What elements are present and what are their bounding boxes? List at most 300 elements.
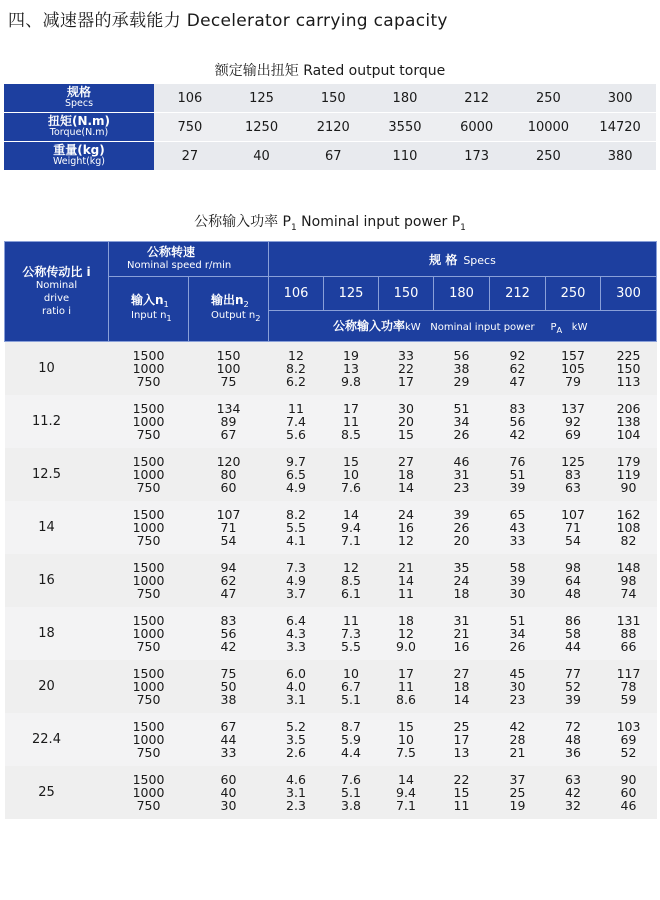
cell-value: 88 xyxy=(620,626,637,641)
cell-value: 21 xyxy=(398,560,414,575)
cell-value: 5.6 xyxy=(286,427,306,442)
ratio-header xyxy=(5,242,109,342)
cell-value: 148 xyxy=(616,560,641,575)
cell-value: 107 xyxy=(561,507,585,522)
ratio-header-en: ratio i xyxy=(41,305,71,317)
output-speed-cell xyxy=(189,342,269,396)
power-cell xyxy=(546,766,601,819)
power-cell xyxy=(434,766,490,819)
cell-value: 1500 xyxy=(132,348,165,363)
specs-header-zh: 规 格 xyxy=(429,252,458,267)
cell-value: 44 xyxy=(565,639,581,654)
cell-value: 45 xyxy=(509,666,526,681)
power-cell xyxy=(379,766,434,819)
power-cell xyxy=(324,766,379,819)
table-cell: 67 xyxy=(297,142,369,171)
power-cell xyxy=(269,448,324,501)
cell-value: 11 xyxy=(398,586,414,601)
speed-header xyxy=(109,242,269,277)
power-cell xyxy=(546,342,601,396)
power-cell xyxy=(269,395,324,448)
cell-value: 47 xyxy=(509,374,526,389)
cell-value: 6.0 xyxy=(286,666,306,681)
caption-prefix: 公称输入功率 P xyxy=(194,214,291,230)
cell-value: 1500 xyxy=(132,560,165,575)
cell-value: 3.8 xyxy=(341,798,361,813)
rated-torque-caption: 额定输出扭矩 Rated output torque xyxy=(214,63,446,79)
power-cell xyxy=(379,660,434,713)
power-cell xyxy=(601,660,657,713)
cell-value: 48 xyxy=(565,586,581,601)
cell-value: 5.5 xyxy=(286,520,306,535)
cell-value: 59 xyxy=(620,692,637,707)
caption-mid: Nominal input power P xyxy=(296,214,461,230)
cell-value: 17 xyxy=(398,666,414,681)
cell-value: 120 xyxy=(216,454,241,469)
cell-value: 16 xyxy=(453,639,470,654)
cell-value: 14 xyxy=(398,573,414,588)
power-cell xyxy=(601,448,657,501)
cell-value: 13 xyxy=(343,361,359,376)
output-speed-cell xyxy=(189,607,269,660)
cell-value: 10 xyxy=(398,732,414,747)
speed-header-en: Nominal speed r/min xyxy=(127,260,232,271)
power-cell xyxy=(379,448,434,501)
input-speed-cell xyxy=(109,554,189,607)
table-row xyxy=(5,607,657,660)
cell-value: 22 xyxy=(398,361,414,376)
cell-value: 14 xyxy=(343,507,359,522)
cell-value: 1000 xyxy=(132,785,165,800)
cell-value: 69 xyxy=(620,732,637,747)
cell-value: 71 xyxy=(565,520,581,535)
cell-value: 19 xyxy=(343,348,359,363)
cell-value: 1500 xyxy=(132,401,165,416)
cell-value: 9.4 xyxy=(341,520,361,535)
power-cell xyxy=(269,501,324,554)
ratio-cell: 20 xyxy=(5,660,109,713)
cell-value: 104 xyxy=(616,427,641,442)
cell-value: 10 xyxy=(343,467,359,482)
cell-value: 67 xyxy=(220,427,237,442)
cell-value: 37 xyxy=(509,772,526,787)
table-cell: 250 xyxy=(513,84,585,113)
cell-value: 31 xyxy=(453,613,470,628)
row-header-zh: 重量(kg) xyxy=(53,143,105,157)
cell-value: 15 xyxy=(398,427,414,442)
cell-value: 30 xyxy=(398,401,414,416)
power-cell xyxy=(434,554,490,607)
cell-value: 63 xyxy=(565,772,581,787)
cell-value: 29 xyxy=(453,374,470,389)
table-row xyxy=(5,342,657,396)
cell-value: 113 xyxy=(616,374,641,389)
cell-value: 18 xyxy=(398,613,414,628)
cell-value: 12 xyxy=(398,626,414,641)
cell-value: 52 xyxy=(620,745,637,760)
power-cell xyxy=(379,554,434,607)
input-speed-cell xyxy=(109,766,189,819)
cell-value: 4.9 xyxy=(286,573,306,588)
cell-value: 2.3 xyxy=(286,798,306,813)
cell-value: 5.2 xyxy=(286,719,306,734)
power-cell xyxy=(490,713,546,766)
cell-value: 75 xyxy=(220,374,237,389)
cell-value: 100 xyxy=(216,361,241,376)
cell-value: 7.6 xyxy=(341,480,361,495)
cell-value: 32 xyxy=(565,798,581,813)
cell-value: 3.1 xyxy=(286,692,306,707)
cell-value: 90 xyxy=(620,772,637,787)
power-cell xyxy=(269,554,324,607)
power-cell xyxy=(434,713,490,766)
cell-value: 51 xyxy=(509,613,526,628)
ratio-cell: 10 xyxy=(5,342,109,396)
cell-value: 76 xyxy=(509,454,526,469)
table-row xyxy=(5,766,657,819)
input-speed-header xyxy=(109,277,189,342)
cell-value: 18 xyxy=(398,467,414,482)
power-cell xyxy=(324,395,379,448)
table-cell: 2120 xyxy=(297,113,369,142)
cell-value: 92 xyxy=(509,348,526,363)
output-speed-cell xyxy=(189,660,269,713)
cell-value: 157 xyxy=(561,348,585,363)
table-cell: 3550 xyxy=(369,113,441,142)
cell-value: 4.4 xyxy=(341,745,361,760)
power-cell xyxy=(601,766,657,819)
cell-value: 24 xyxy=(453,573,470,588)
cell-value: 56 xyxy=(220,626,237,641)
power-cell xyxy=(324,448,379,501)
output-header-zh: 输出n xyxy=(211,293,244,307)
cell-value: 1500 xyxy=(132,507,165,522)
cell-value: 31 xyxy=(453,467,470,482)
ratio-header-zh: 公称传动比 i xyxy=(22,264,91,279)
cell-value: 5.5 xyxy=(341,639,361,654)
power-cell xyxy=(601,607,657,660)
power-cell xyxy=(269,607,324,660)
output-speed-cell xyxy=(189,395,269,448)
power-cell xyxy=(490,660,546,713)
cell-value: 58 xyxy=(565,626,581,641)
caption-sub: 1 xyxy=(460,222,466,233)
cell-value: 11 xyxy=(398,679,414,694)
cell-value: 1000 xyxy=(132,626,165,641)
cell-value: 12 xyxy=(288,348,304,363)
cell-value: 750 xyxy=(136,374,161,389)
table-row xyxy=(5,554,657,607)
caption-sub: 1 xyxy=(291,222,297,233)
cell-value: 162 xyxy=(616,507,641,522)
cell-value: 20 xyxy=(453,533,470,548)
cell-value: 52 xyxy=(565,679,581,694)
cell-value: 25 xyxy=(453,719,470,734)
cell-value: 4.3 xyxy=(286,626,306,641)
specs-header-en: Specs xyxy=(463,253,496,267)
output-speed-header xyxy=(189,277,269,342)
page-title: 四、减速器的承载能力 Decelerator carrying capacity xyxy=(8,11,448,31)
table-cell: 14720 xyxy=(584,113,656,142)
cell-value: 225 xyxy=(616,348,641,363)
cell-value: 750 xyxy=(136,639,161,654)
ratio-cell: 16 xyxy=(5,554,109,607)
cell-value: 105 xyxy=(561,361,585,376)
power-cell xyxy=(434,342,490,396)
table-cell: 750 xyxy=(154,113,226,142)
cell-value: 108 xyxy=(616,520,641,535)
cell-value: 206 xyxy=(616,401,641,416)
cell-value: 1000 xyxy=(132,573,165,588)
row-header-zh: 扭矩(N.m) xyxy=(47,114,111,128)
table-row xyxy=(5,501,657,554)
cell-value: 7.3 xyxy=(286,560,306,575)
table-cell: 380 xyxy=(584,142,656,171)
power-cell xyxy=(601,395,657,448)
cell-value: 44 xyxy=(220,732,237,747)
cell-value: 26 xyxy=(453,427,470,442)
cell-value: 38 xyxy=(220,692,237,707)
cell-value: 54 xyxy=(220,533,237,548)
power-cell xyxy=(324,713,379,766)
input-power-table xyxy=(4,241,657,819)
cell-value: 750 xyxy=(136,427,161,442)
cell-value: 89 xyxy=(220,414,237,429)
table-cell: 110 xyxy=(369,142,441,171)
power-cell xyxy=(490,342,546,396)
cell-value: 6.4 xyxy=(286,613,306,628)
cell-value: 48 xyxy=(565,732,581,747)
table-cell: 173 xyxy=(441,142,513,171)
cell-value: 1000 xyxy=(132,679,165,694)
cell-value: 80 xyxy=(220,467,237,482)
cell-value: 71 xyxy=(220,520,237,535)
cell-value: 24 xyxy=(398,507,414,522)
input-speed-cell xyxy=(109,395,189,448)
cell-value: 11 xyxy=(343,613,359,628)
cell-value: 6.2 xyxy=(286,374,306,389)
cell-value: 39 xyxy=(565,692,581,707)
cell-value: 2.6 xyxy=(286,745,306,760)
cell-value: 21 xyxy=(509,745,526,760)
power-cell xyxy=(490,766,546,819)
table-cell: 300 xyxy=(584,84,656,113)
cell-value: 5.1 xyxy=(341,692,361,707)
spec-size-header: 212 xyxy=(490,277,546,311)
cell-value: 74 xyxy=(620,586,637,601)
ratio-cell: 11.2 xyxy=(5,395,109,448)
cell-value: 9.4 xyxy=(396,785,416,800)
cell-value: 39 xyxy=(453,507,470,522)
cell-value: 3.7 xyxy=(286,586,306,601)
power-cell xyxy=(324,342,379,396)
cell-value: 15 xyxy=(343,454,359,469)
cell-value: 66 xyxy=(620,639,637,654)
cell-value: 1500 xyxy=(132,666,165,681)
power-header-p: P xyxy=(550,322,557,333)
output-speed-cell xyxy=(189,554,269,607)
cell-value: 18 xyxy=(453,679,470,694)
row-header-en: Torque(N.m) xyxy=(49,127,109,138)
cell-value: 8.6 xyxy=(396,692,416,707)
cell-value: 54 xyxy=(565,533,581,548)
cell-value: 8.7 xyxy=(341,719,361,734)
cell-value: 14 xyxy=(398,480,414,495)
power-header-unit: kW xyxy=(571,322,588,333)
spec-size-header: 106 xyxy=(269,277,324,311)
cell-value: 64 xyxy=(565,573,581,588)
output-speed-cell xyxy=(189,501,269,554)
cell-value: 17 xyxy=(453,732,470,747)
cell-value: 60 xyxy=(220,480,237,495)
ratio-cell: 25 xyxy=(5,766,109,819)
power-cell xyxy=(379,713,434,766)
cell-value: 79 xyxy=(565,374,581,389)
cell-value: 22 xyxy=(453,772,470,787)
cell-value: 138 xyxy=(616,414,641,429)
header-sub: 2 xyxy=(255,313,261,323)
cell-value: 36 xyxy=(565,745,581,760)
speed-header-zh: 公称转速 xyxy=(147,245,196,259)
cell-value: 750 xyxy=(136,533,161,548)
cell-value: 8.2 xyxy=(286,507,306,522)
cell-value: 3.3 xyxy=(286,639,306,654)
torque-table-row xyxy=(4,84,656,113)
cell-value: 27 xyxy=(398,454,414,469)
ratio-header-en: Nominal xyxy=(35,279,78,291)
cell-value: 86 xyxy=(565,613,581,628)
cell-value: 15 xyxy=(398,719,414,734)
cell-value: 6.7 xyxy=(341,679,361,694)
cell-value: 6.5 xyxy=(286,467,306,482)
power-cell xyxy=(601,713,657,766)
table-cell: 106 xyxy=(154,84,226,113)
cell-value: 18 xyxy=(453,586,470,601)
cell-value: 46 xyxy=(453,454,470,469)
cell-value: 42 xyxy=(509,719,526,734)
table-cell: 212 xyxy=(441,84,513,113)
cell-value: 20 xyxy=(398,414,414,429)
cell-value: 62 xyxy=(509,361,526,376)
power-cell xyxy=(490,395,546,448)
cell-value: 750 xyxy=(136,745,161,760)
cell-value: 83 xyxy=(565,467,581,482)
table-cell: 125 xyxy=(226,84,298,113)
specs-header xyxy=(269,242,657,277)
cell-value: 103 xyxy=(616,719,641,734)
cell-value: 9.0 xyxy=(396,639,416,654)
cell-value: 34 xyxy=(453,414,470,429)
row-header-en: Specs xyxy=(64,98,94,109)
cell-value: 69 xyxy=(565,427,581,442)
rated-torque-table xyxy=(4,84,656,171)
cell-value: 5.1 xyxy=(341,785,361,800)
cell-value: 1500 xyxy=(132,613,165,628)
torque-table-row xyxy=(4,113,656,142)
cell-value: 33 xyxy=(398,348,414,363)
cell-value: 11 xyxy=(343,414,359,429)
power-cell xyxy=(490,448,546,501)
cell-value: 62 xyxy=(220,573,237,588)
power-cell xyxy=(601,554,657,607)
power-cell xyxy=(546,395,601,448)
table-row xyxy=(5,395,657,448)
cell-value: 42 xyxy=(220,639,237,654)
power-cell xyxy=(324,501,379,554)
cell-value: 25 xyxy=(509,785,526,800)
cell-value: 26 xyxy=(453,520,470,535)
cell-value: 26 xyxy=(509,639,526,654)
spec-size-header: 300 xyxy=(601,277,657,311)
table-row xyxy=(5,713,657,766)
cell-value: 35 xyxy=(453,560,470,575)
output-speed-cell xyxy=(189,766,269,819)
cell-value: 42 xyxy=(509,427,526,442)
cell-value: 72 xyxy=(565,719,581,734)
output-header-en: Output n xyxy=(211,310,256,321)
cell-value: 83 xyxy=(509,401,526,416)
power-cell xyxy=(324,554,379,607)
cell-value: 12 xyxy=(343,560,359,575)
cell-value: 67 xyxy=(220,719,237,734)
power-cell xyxy=(379,395,434,448)
table-cell: 6000 xyxy=(441,113,513,142)
power-cell xyxy=(546,713,601,766)
cell-value: 1000 xyxy=(132,520,165,535)
input-speed-cell xyxy=(109,448,189,501)
spec-size-header: 250 xyxy=(546,277,601,311)
cell-value: 77 xyxy=(565,666,581,681)
cell-value: 27 xyxy=(453,666,470,681)
row-header-zh: 规格 xyxy=(66,85,91,99)
power-cell xyxy=(490,501,546,554)
cell-value: 134 xyxy=(216,401,241,416)
cell-value: 13 xyxy=(453,745,470,760)
cell-value: 98 xyxy=(565,560,581,575)
power-cell xyxy=(324,660,379,713)
cell-value: 58 xyxy=(509,560,526,575)
power-cell xyxy=(434,607,490,660)
power-cell xyxy=(269,713,324,766)
power-cell xyxy=(546,660,601,713)
output-speed-cell xyxy=(189,448,269,501)
cell-value: 60 xyxy=(620,785,637,800)
power-cell xyxy=(269,766,324,819)
cell-value: 7.1 xyxy=(396,798,416,813)
table-cell: 27 xyxy=(154,142,226,171)
power-cell xyxy=(546,554,601,607)
cell-value: 117 xyxy=(616,666,641,681)
table-cell: 10000 xyxy=(513,113,585,142)
cell-value: 750 xyxy=(136,798,161,813)
cell-value: 7.6 xyxy=(341,772,361,787)
spec-size-header: 150 xyxy=(379,277,434,311)
cell-value: 56 xyxy=(509,414,526,429)
input-speed-cell xyxy=(109,607,189,660)
torque-table-row xyxy=(4,142,656,171)
cell-value: 750 xyxy=(136,586,161,601)
cell-value: 11 xyxy=(288,401,304,416)
table-cell: 150 xyxy=(297,84,369,113)
power-cell xyxy=(546,607,601,660)
spec-size-header: 180 xyxy=(434,277,490,311)
cell-value: 28 xyxy=(509,732,526,747)
cell-value: 9.7 xyxy=(286,454,306,469)
power-header-zh: 公称输入功率 xyxy=(333,319,406,333)
input-speed-cell xyxy=(109,501,189,554)
ratio-cell: 18 xyxy=(5,607,109,660)
table-cell: 40 xyxy=(226,142,298,171)
